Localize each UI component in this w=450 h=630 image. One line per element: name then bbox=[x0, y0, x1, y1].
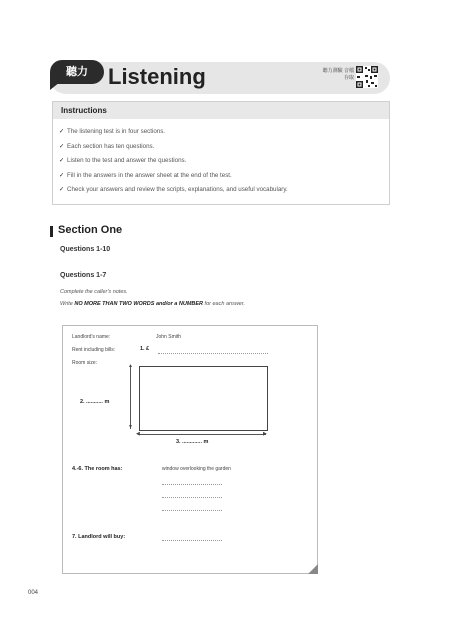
instructions-list bbox=[53, 125, 389, 198]
instruction-item: ✓ Listen to the test and answer the questions. bbox=[59, 154, 389, 169]
questions-range: Questions 1-10 bbox=[60, 246, 111, 253]
questions-subrange: Questions 1-7 bbox=[60, 272, 107, 279]
answer-5-blank[interactable] bbox=[162, 497, 222, 498]
check-icon: ✓ bbox=[59, 186, 65, 193]
instructions-heading: Instructions bbox=[53, 102, 389, 119]
question-4-6-label: 4.-6. The room has: bbox=[72, 466, 123, 472]
listening-badge: 聽力 bbox=[50, 60, 104, 84]
landlord-name-label: Landlord's name: bbox=[72, 334, 111, 340]
check-icon: ✓ bbox=[59, 142, 65, 150]
height-dimension-line bbox=[128, 363, 133, 429]
answer-4-blank[interactable] bbox=[162, 484, 222, 485]
arrow-up-icon: ▲ bbox=[128, 363, 133, 369]
check-icon: ✓ bbox=[59, 128, 65, 135]
section-marker bbox=[50, 226, 53, 237]
question-2-label: 2. ........... m bbox=[80, 399, 110, 405]
room-size-label: Room size: bbox=[72, 360, 98, 366]
word-limit-instruction: Write NO MORE THAN TWO WORDS and/or a NUMBER for each answer. bbox=[60, 301, 245, 307]
check-icon: ✓ bbox=[59, 171, 65, 179]
arrow-down-icon: ▼ bbox=[128, 424, 133, 430]
section-title: Section One bbox=[58, 224, 123, 236]
qr-label: 聽力測驗 音檔存取 bbox=[322, 68, 354, 81]
landlord-name-value: John Smith bbox=[156, 334, 182, 340]
page-fold-corner bbox=[308, 564, 318, 574]
arrow-right-icon: ▶ bbox=[263, 431, 267, 437]
answer-1-blank[interactable] bbox=[158, 353, 268, 354]
instruction-item: ✓ Each section has ten questions. bbox=[59, 140, 389, 155]
room-diagram bbox=[139, 366, 268, 431]
badge-tail bbox=[50, 82, 60, 90]
answer-6-blank[interactable] bbox=[162, 510, 222, 511]
instruction-item: ✓ Check your answers and review the scripts, explanations, and useful vocabulary. bbox=[59, 183, 389, 198]
qr-code-icon[interactable] bbox=[356, 66, 378, 88]
page-number: 004 bbox=[28, 590, 39, 596]
question-1-label: 1. £ bbox=[140, 346, 150, 352]
arrow-left-icon: ◀ bbox=[136, 431, 140, 437]
question-7-label: 7. Landlord will buy: bbox=[72, 534, 126, 540]
instructions-box bbox=[52, 101, 390, 205]
page-title: Listening bbox=[108, 64, 206, 89]
room-feature-example: window overlooking the garden bbox=[162, 466, 231, 472]
width-dimension-line bbox=[139, 431, 267, 437]
task-instruction: Complete the caller's notes. bbox=[60, 289, 128, 295]
check-icon: ✓ bbox=[59, 157, 65, 164]
rent-label: Rent including bills: bbox=[72, 347, 116, 353]
question-3-label: 3. ............. m bbox=[176, 439, 209, 445]
instruction-item: ✓ Fill in the answers in the answer sheet at the end of the test. bbox=[59, 169, 389, 184]
instruction-item: ✓ The listening test is in four sections. bbox=[59, 125, 389, 140]
answer-7-blank[interactable] bbox=[162, 540, 222, 541]
